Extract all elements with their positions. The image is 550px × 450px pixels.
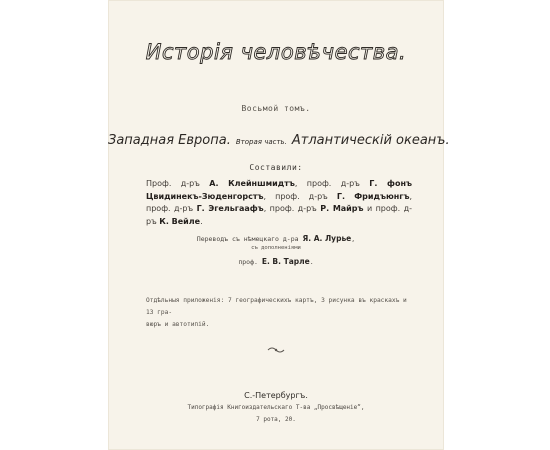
subtitle-part-note: Вторая часть.: [235, 138, 287, 146]
author-name: А. Клейншмидтъ: [209, 179, 295, 188]
attachments-line-1: Отдѣльныя приложенія: 7 географическихъ картъ, 3 рисунка въ краскахъ и 13 гра-: [146, 297, 407, 316]
title-page: [108, 0, 450, 450]
compiled-label: Составили:: [249, 163, 303, 172]
authors-text: Проф. д-ръ: [146, 179, 210, 188]
translation-credit: [108, 234, 444, 243]
ornament-icon: [266, 345, 286, 355]
book-title: Исторія человѣчества.: [145, 40, 407, 64]
attachments-note: [146, 295, 412, 331]
subtitle: [108, 129, 450, 148]
volume-label: Восьмой томъ.: [241, 104, 311, 113]
translator-name: Я. А. Лурье: [302, 234, 352, 243]
translation-prefix: Переводъ съ нѣмецкаго д-ра: [196, 235, 303, 243]
authors-text: , проф. д-ръ: [146, 191, 413, 213]
author-name: Р. Майръ: [320, 204, 364, 213]
authors-text: , проф. д-ръ: [263, 204, 321, 213]
author-name: К. Вейле: [159, 216, 201, 226]
subtitle-part-a: Западная Европа.: [108, 133, 231, 148]
authors-text: , проф. д-ръ: [294, 179, 370, 188]
author-name: Г. Фридъюнгъ: [336, 191, 410, 201]
translation-suffix: ,: [351, 235, 356, 243]
author-name: Г. фонъ Цвидинекъ-Зюденгорстъ: [146, 179, 412, 201]
authors-paragraph: [146, 178, 412, 228]
publication-city: С.-Петербургъ.: [244, 391, 308, 400]
attachments-line-2: вюръ и автотипій.: [146, 321, 210, 328]
additions-label: съ дополненіями: [251, 245, 301, 251]
authors-text: .: [200, 216, 203, 226]
subtitle-part-b: Атлантическій океанъ.: [291, 133, 450, 148]
printing-address: 7 рота, 20.: [256, 416, 296, 423]
authors-text: и проф. д-ръ: [146, 204, 412, 226]
editor-credit: [108, 257, 444, 266]
authors-text: , проф. д-ръ: [263, 191, 337, 201]
printing-house: Типографія Книгоиздательскаго Т-ва „Просвѣщеніе“,: [187, 404, 365, 411]
author-name: Г. Эгельгаафъ: [196, 204, 264, 213]
editor-name: Е. В. Тарле: [261, 257, 310, 266]
editor-prefix: проф.: [238, 258, 262, 266]
editor-suffix: .: [309, 258, 314, 266]
